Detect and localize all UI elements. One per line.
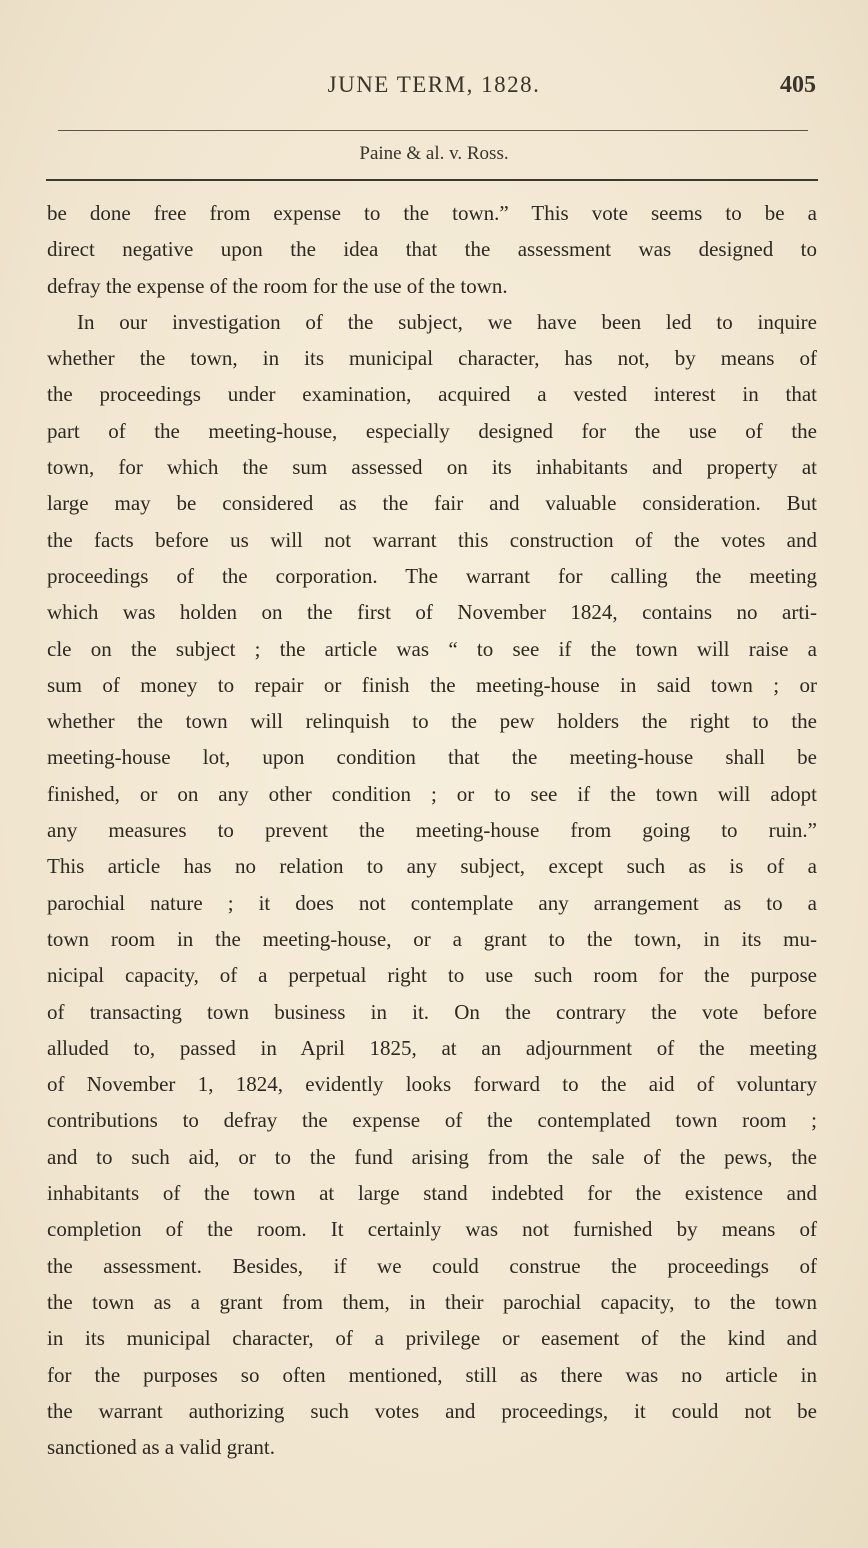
text-line: town room in the meeting-house, or a grant to the town, in its mu- — [47, 926, 817, 951]
text-line: for the purposes so often mentioned, still as there was no article in — [47, 1362, 817, 1387]
text-line: of transacting town business in it. On the contrary the vote before — [47, 999, 817, 1024]
text-line: meeting-house lot, upon condition that the meeting-house shall be — [47, 745, 817, 770]
header-rule-bottom — [46, 179, 818, 181]
text-line: cle on the subject ; the article was “ to see if the town will raise a — [47, 636, 817, 661]
text-line: completion of the room. It certainly was not furnished by means of — [47, 1217, 817, 1242]
running-title: JUNE TERM, 1828. — [327, 72, 541, 97]
text-line: contributions to defray the expense of the contemplated town room ; — [47, 1108, 817, 1133]
text-line: the warrant authorizing such votes and proceedings, it could not be — [47, 1398, 817, 1423]
text-line: proceedings of the corporation. The warrant for calling the meeting — [47, 563, 817, 588]
text-line: the town as a grant from them, in their parochial capacity, to the town — [47, 1289, 817, 1314]
text-line: of November 1, 1824, evidently looks forward to the aid of voluntary — [47, 1072, 817, 1097]
text-line: and to such aid, or to the fund arising from the sale of the pews, the — [47, 1144, 817, 1169]
text-line: the proceedings under examination, acquired a vested interest in that — [47, 382, 817, 407]
text-line: part of the meeting-house, especially designed for the use of the — [47, 418, 817, 443]
body-text — [47, 195, 817, 1465]
text-line: defray the expense of the room for the use of the town. — [47, 273, 508, 298]
text-line: the facts before us will not warrant this construction of the votes and — [47, 527, 817, 552]
text-line: finished, or on any other condition ; or to see if the town will adopt — [47, 781, 817, 806]
text-line: parochial nature ; it does not contemplate any arrangement as to a — [47, 890, 817, 915]
text-line: whether the town will relinquish to the pew holders the right to the — [47, 709, 817, 734]
header-rule-top — [58, 130, 808, 131]
text-line: large may be considered as the fair and valuable consideration. But — [47, 491, 817, 516]
text-line: be done free from expense to the town.” This vote seems to be a — [47, 201, 817, 225]
page-header — [0, 70, 868, 110]
text-line: In our investigation of the subject, we have been led to inquire — [77, 309, 817, 334]
text-line: inhabitants of the town at large stand indebted for the existence and — [47, 1181, 817, 1206]
text-line: whether the town, in its municipal character, has not, by means of — [47, 346, 817, 371]
text-line: the assessment. Besides, if we could construe the proceedings of — [47, 1253, 817, 1278]
text-line: in its municipal character, of a privilege or easement of the kind and — [47, 1326, 817, 1351]
text-line: sum of money to repair or finish the meeting-house in said town ; or — [47, 672, 817, 697]
text-line: sanctioned as a valid grant. — [47, 1435, 276, 1460]
text-line: alluded to, passed in April 1825, at an adjournment of the meeting — [47, 1035, 817, 1060]
text-line: nicipal capacity, of a perpetual right to use such room for the purpose — [47, 963, 817, 988]
page-number: 405 — [780, 72, 816, 98]
text-line: which was holden on the first of November 1824, contains no arti- — [47, 600, 817, 625]
text-line: direct negative upon the idea that the assessment was designed to — [47, 237, 817, 262]
case-title: Paine & al. v. Ross. — [359, 143, 509, 164]
text-line: This article has no relation to any subject, except such as is of a — [47, 854, 817, 879]
text-line: town, for which the sum assessed on its inhabitants and property at — [47, 455, 817, 480]
text-line: any measures to prevent the meeting-house from going to ruin.” — [47, 818, 817, 843]
